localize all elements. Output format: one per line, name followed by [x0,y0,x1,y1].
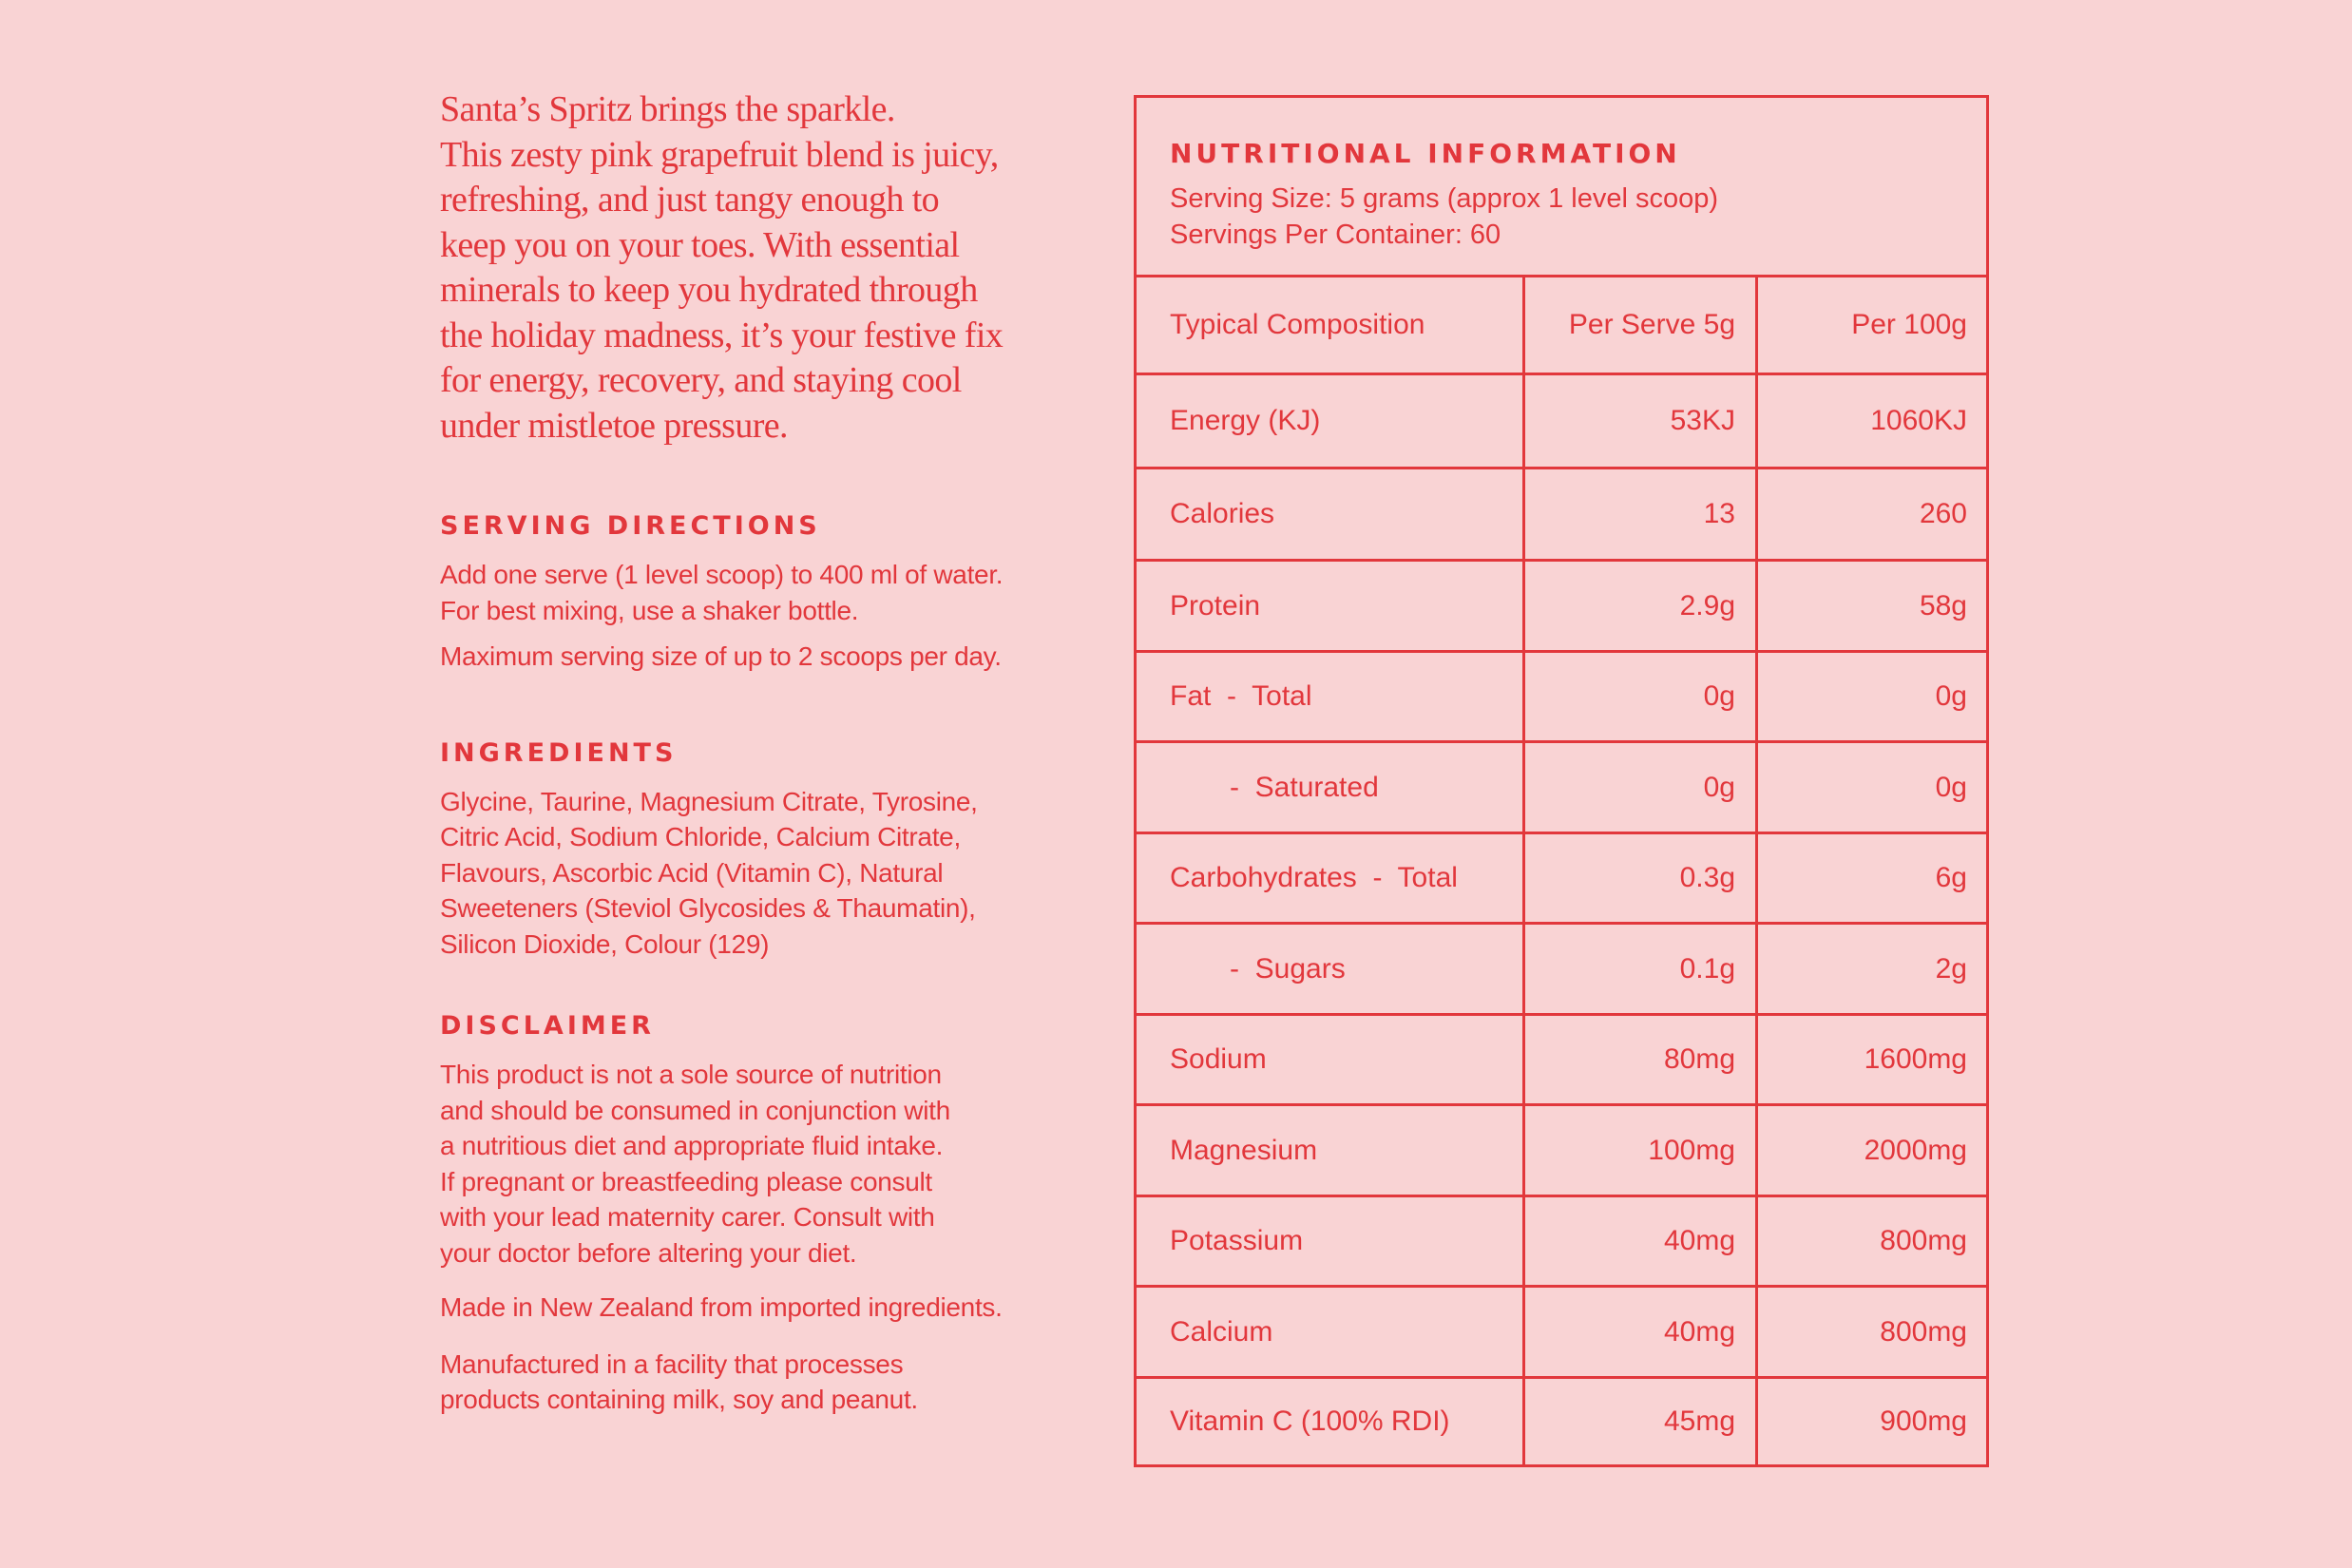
serving-size: Serving Size: 5 grams (approx 1 level scoop) [1170,183,1719,214]
intro-paragraph [440,87,1105,449]
per-100g-value: 1600mg [1864,1043,1967,1075]
ingredients-line: Silicon Dioxide, Colour (129) [440,928,770,959]
nutrient-name: - Saturated [1230,771,1379,803]
serving-line: For best mixing, use a shaker bottle. [440,595,859,625]
intro-line: This zesty pink grapefruit blend is juicy, [440,134,999,175]
nutrient-name: Vitamin C (100% RDI) [1170,1405,1450,1437]
per-serve-value: 2.9g [1679,589,1735,621]
per-serve-value: 53KJ [1670,405,1735,436]
per-100g-value: 58g [1919,589,1967,621]
table-row [1137,1379,1986,1464]
nutrient-name: Potassium [1170,1225,1304,1256]
per-serve-value: 40mg [1663,1315,1735,1348]
per-100g-value: 0g [1935,771,1967,803]
nutrient-name: Calcium [1170,1315,1273,1348]
disclaimer-line: your doctor before altering your diet. [440,1237,857,1268]
intro-line: the holiday madness, it’s your festive fix [440,315,1004,355]
ingredients-text [440,784,1105,963]
serving-max-text: Maximum serving size of up to 2 scoops per day. [440,641,1002,671]
serving-info [1170,181,1718,253]
nutrition-table-header [1137,98,1986,277]
nutrient-name: Magnesium [1170,1134,1318,1166]
ingredients-heading: INGREDIENTS [440,737,678,768]
table-row [1137,834,1986,925]
table-row [1137,562,1986,653]
per-serve-value: 80mg [1663,1043,1735,1075]
per-100g-value: 2g [1935,952,1967,985]
servings-per-container: Servings Per Container: 60 [1170,220,1501,250]
disclaimer-line: a nutritious diet and appropriate fluid intake. [440,1131,944,1160]
table-row [1137,1016,1986,1106]
intro-line: refreshing, and just tangy enough to [440,180,940,220]
per-serve-value: 45mg [1663,1405,1735,1437]
per-100g-value: 6g [1935,862,1967,893]
allergen-line: products containing milk, soy and peanut. [440,1385,918,1414]
per-100g-value: 0g [1935,680,1967,712]
header-composition: Typical Composition [1170,309,1425,340]
header-per-100g: Per 100g [1851,309,1967,340]
serving-directions-text [440,557,1105,628]
table-row [1137,375,1986,469]
nutrient-name: Fat - Total [1170,680,1312,712]
intro-line: under mistletoe pressure. [440,405,788,446]
disclaimer-text [440,1057,1105,1271]
nutrient-name: - Sugars [1230,952,1346,985]
per-100g-value: 900mg [1880,1405,1967,1437]
intro-line: minerals to keep you hydrated through [440,270,978,310]
per-serve-value: 13 [1703,498,1735,529]
table-row [1137,743,1986,834]
serving-directions-heading: SERVING DIRECTIONS [440,511,821,541]
nutrient-name: Sodium [1170,1043,1267,1075]
per-100g-value: 800mg [1880,1225,1967,1256]
disclaimer-line: with your lead maternity carer. Consult with [440,1202,935,1232]
nutrition-table [1134,95,1989,1467]
product-description-column [440,87,1105,1418]
per-serve-value: 0g [1703,680,1735,712]
per-serve-value: 100mg [1648,1134,1735,1166]
intro-line: for energy, recovery, and staying cool [440,360,962,400]
ingredients-line: Sweeteners (Steviol Glycosides & Thaumatin), [440,893,976,923]
disclaimer-line: If pregnant or breastfeeding please consult [440,1166,932,1196]
per-100g-value: 2000mg [1864,1134,1967,1166]
ingredients-line: Citric Acid, Sodium Chloride, Calcium Citrate, [440,822,961,851]
nutrient-name: Calories [1170,498,1275,529]
nutrition-title: NUTRITIONAL INFORMATION [1170,138,1681,169]
serving-line: Add one serve (1 level scoop) to 400 ml of water. [440,560,1004,589]
per-serve-value: 0.1g [1679,952,1735,985]
table-row [1137,653,1986,743]
table-row [1137,1197,1986,1288]
per-serve-value: 0g [1703,771,1735,803]
per-serve-value: 40mg [1663,1225,1735,1256]
nutrient-name: Energy (KJ) [1170,405,1321,436]
intro-line: keep you on your toes. With essential [440,224,960,265]
disclaimer-line: This product is not a sole source of nutrition [440,1060,942,1089]
allergen-text [440,1347,1105,1418]
intro-line: Santa’s Spritz brings the sparkle. [440,89,895,129]
ingredients-line: Glycine, Taurine, Magnesium Citrate, Tyrosine, [440,786,978,816]
per-100g-value: 260 [1919,498,1967,529]
disclaimer-heading: DISCLAIMER [440,1011,655,1041]
nutrient-name: Carbohydrates - Total [1170,862,1458,893]
disclaimer-line: and should be consumed in conjunction with [440,1095,950,1125]
ingredients-line: Flavours, Ascorbic Acid (Vitamin C), Natural [440,857,944,888]
table-row [1137,925,1986,1016]
allergen-line: Manufactured in a facility that processes [440,1348,904,1379]
per-100g-value: 1060KJ [1870,405,1967,436]
header-per-serve: Per Serve 5g [1568,309,1735,340]
table-header-row [1137,277,1986,375]
per-100g-value: 800mg [1880,1315,1967,1348]
per-serve-value: 0.3g [1679,862,1735,893]
table-row [1137,1106,1986,1197]
table-row [1137,1288,1986,1379]
nutrient-name: Protein [1170,589,1261,621]
table-row [1137,469,1986,562]
made-in-text: Made in New Zealand from imported ingredients. [440,1292,1003,1322]
